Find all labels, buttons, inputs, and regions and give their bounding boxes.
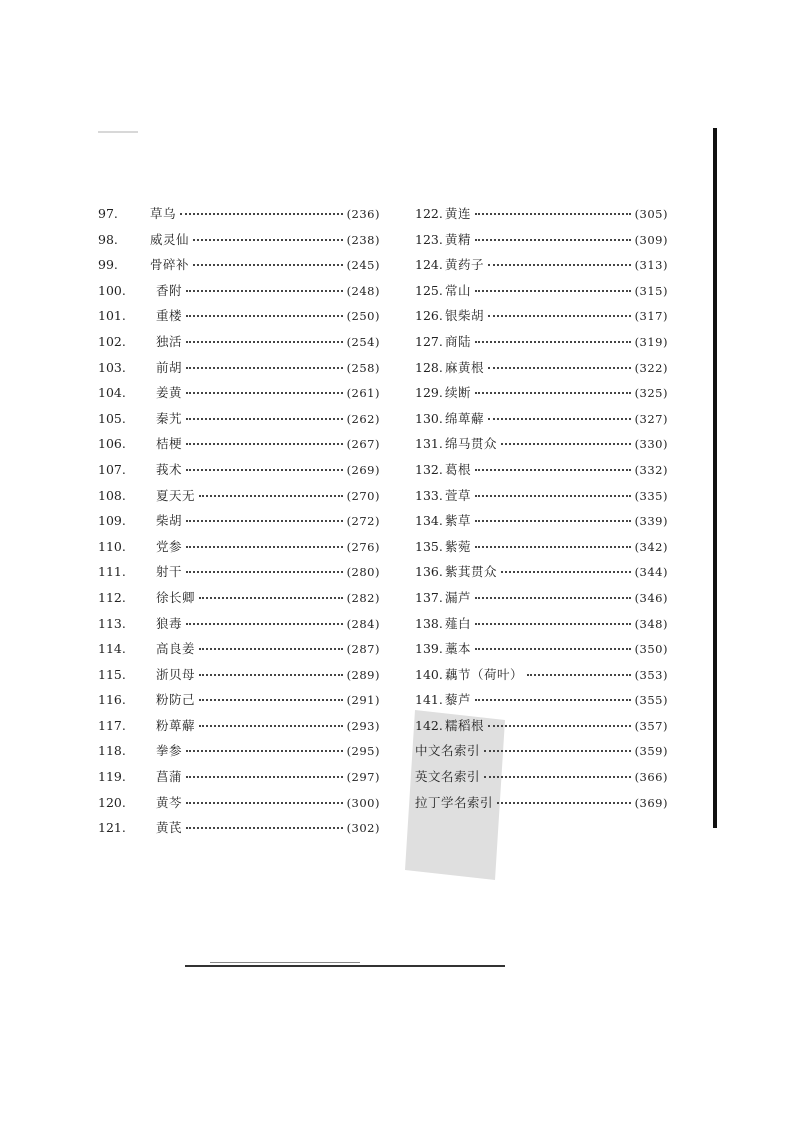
dot-leader [475, 546, 631, 548]
toc-entry[interactable] [98, 534, 380, 560]
entry-page-number: (269) [346, 462, 380, 477]
dot-leader [199, 495, 343, 497]
entry-title: 秦艽 [156, 410, 183, 426]
toc-entry[interactable] [415, 738, 668, 764]
entry-title: 夏天无 [156, 487, 196, 503]
entry-title: 莪术 [156, 461, 183, 477]
entry-page-number: (280) [346, 565, 380, 580]
entry-number: 123. [415, 231, 443, 247]
dot-leader [186, 750, 343, 752]
entry-page-number: (272) [346, 514, 380, 529]
entry-title: 拉丁学名索引 [415, 794, 494, 810]
dot-leader [527, 674, 631, 676]
toc-entry[interactable] [98, 252, 380, 278]
dot-leader [475, 213, 631, 215]
entry-title: 黄药子 [445, 257, 485, 273]
toc-entry[interactable] [98, 278, 380, 304]
toc-entry[interactable] [415, 431, 668, 457]
toc-entry[interactable] [98, 585, 380, 611]
entry-page-number: (284) [346, 616, 380, 631]
bottom-rule [185, 965, 505, 967]
entry-page-number: (350) [634, 642, 668, 657]
toc-entry[interactable] [415, 585, 668, 611]
entry-page-number: (319) [634, 334, 668, 349]
entry-title: 柴胡 [156, 513, 183, 529]
entry-number: 106. [98, 436, 126, 452]
entry-title: 续断 [445, 385, 472, 401]
entry-number: 141. [415, 692, 443, 708]
scan-mark [98, 131, 138, 133]
toc-entry[interactable] [98, 483, 380, 509]
entry-title: 骨碎补 [150, 257, 190, 273]
entry-page-number: (342) [634, 539, 668, 554]
bottom-rule-thin [210, 962, 360, 963]
toc-entry[interactable] [415, 278, 668, 304]
entry-page-number: (317) [634, 309, 668, 324]
entry-page-number: (344) [634, 565, 668, 580]
entry-title: 麻黄根 [445, 359, 485, 375]
entry-title: 紫萁贯众 [445, 564, 498, 580]
toc-entry[interactable] [415, 355, 668, 381]
entry-number: 99. [98, 257, 118, 273]
entry-number: 114. [98, 641, 126, 657]
toc-entry[interactable] [98, 457, 380, 483]
dot-leader [186, 520, 343, 522]
toc-entry[interactable] [415, 534, 668, 560]
entry-number: 104. [98, 385, 126, 401]
entry-title: 射干 [156, 564, 183, 580]
dot-leader [186, 546, 343, 548]
entry-title: 草乌 [150, 206, 177, 221]
entry-page-number: (353) [634, 667, 668, 682]
entry-page-number: (315) [634, 283, 668, 298]
entry-title: 葛根 [445, 461, 472, 477]
entry-number: 135. [415, 538, 443, 554]
entry-title: 桔梗 [156, 436, 183, 452]
dot-leader [488, 418, 631, 420]
dot-leader [475, 392, 631, 394]
toc-entry[interactable] [415, 457, 668, 483]
toc-entry[interactable] [98, 662, 380, 688]
entry-number: 97. [98, 206, 118, 221]
entry-title: 黄芩 [156, 794, 183, 810]
toc-entry[interactable] [415, 764, 668, 790]
dot-leader [193, 264, 343, 266]
entry-number: 98. [98, 231, 118, 247]
entry-number: 115. [98, 666, 126, 682]
entry-title: 英文名索引 [415, 769, 481, 785]
dot-leader [186, 469, 343, 471]
entry-page-number: (250) [346, 309, 380, 324]
entry-title: 萱草 [445, 487, 472, 503]
toc-entry[interactable] [98, 508, 380, 534]
toc-entry[interactable] [98, 201, 380, 227]
entry-number: 134. [415, 513, 443, 529]
toc-entry[interactable] [98, 227, 380, 253]
entry-number: 131. [415, 436, 443, 452]
dot-leader [186, 418, 343, 420]
dot-leader [199, 674, 343, 676]
entry-number: 138. [415, 615, 443, 631]
toc-entry[interactable] [415, 406, 668, 432]
entry-page-number: (355) [634, 693, 668, 708]
entry-page-number: (236) [346, 207, 380, 221]
toc-entry[interactable] [415, 636, 668, 662]
toc-entry[interactable] [98, 687, 380, 713]
entry-title: 黄芪 [156, 820, 183, 836]
entry-number: 101. [98, 308, 126, 324]
toc-entry[interactable] [415, 508, 668, 534]
entry-number: 121. [98, 820, 126, 836]
entry-number: 107. [98, 461, 126, 477]
toc-right-column [415, 201, 668, 815]
entry-title: 菖蒲 [156, 769, 183, 785]
entry-number: 116. [98, 692, 126, 708]
entry-page-number: (313) [634, 258, 668, 273]
entry-number: 118. [98, 743, 126, 759]
entry-number: 137. [415, 589, 443, 605]
entry-page-number: (238) [346, 232, 380, 247]
entry-page-number: (293) [346, 718, 380, 733]
entry-page-number: (289) [346, 667, 380, 682]
entry-number: 113. [98, 615, 126, 631]
dot-leader [501, 443, 631, 445]
entry-page-number: (309) [634, 232, 668, 247]
entry-title: 黄精 [445, 231, 472, 247]
entry-number: 133. [415, 487, 443, 503]
dot-leader [488, 367, 631, 369]
dot-leader [186, 315, 343, 317]
entry-number: 111. [98, 564, 126, 580]
entry-number: 129. [415, 385, 443, 401]
entry-page-number: (245) [346, 258, 380, 273]
entry-title: 藕节（荷叶） [445, 666, 524, 682]
entry-title: 紫菀 [445, 538, 472, 554]
entry-page-number: (366) [634, 770, 668, 785]
dot-leader [180, 213, 343, 215]
entry-page-number: (325) [634, 386, 668, 401]
entry-page-number: (305) [634, 207, 668, 221]
toc-entry[interactable] [415, 329, 668, 355]
dot-leader [475, 520, 631, 522]
entry-title: 中文名索引 [415, 743, 481, 759]
dot-leader [488, 264, 631, 266]
entry-title: 藜芦 [445, 692, 472, 708]
entry-page-number: (258) [346, 360, 380, 375]
dot-leader [186, 290, 343, 292]
entry-number: 130. [415, 410, 443, 426]
dot-leader [186, 827, 343, 829]
entry-title: 重楼 [156, 308, 183, 324]
dot-leader [186, 341, 343, 343]
entry-page-number: (262) [346, 411, 380, 426]
toc-entry[interactable] [98, 380, 380, 406]
entry-number: 142. [415, 717, 443, 733]
entry-page-number: (302) [346, 821, 380, 836]
dot-leader [475, 699, 631, 701]
entry-number: 132. [415, 461, 443, 477]
entry-title: 银柴胡 [445, 308, 485, 324]
toc-entry[interactable] [415, 611, 668, 637]
entry-title: 黄连 [445, 206, 472, 221]
toc-entry[interactable] [98, 815, 380, 841]
toc-entry[interactable] [415, 227, 668, 253]
entry-number: 125. [415, 282, 443, 298]
dot-leader [475, 341, 631, 343]
toc-entry[interactable] [98, 355, 380, 381]
entry-title: 薤白 [445, 615, 472, 631]
entry-page-number: (291) [346, 693, 380, 708]
entry-page-number: (348) [634, 616, 668, 631]
toc-entry[interactable] [98, 329, 380, 355]
entry-page-number: (357) [634, 718, 668, 733]
entry-page-number: (267) [346, 437, 380, 452]
dot-leader [475, 239, 631, 241]
entry-title: 拳参 [156, 743, 183, 759]
toc-entry[interactable] [415, 559, 668, 585]
entry-number: 100. [98, 282, 126, 298]
dot-leader [186, 443, 343, 445]
entry-number: 103. [98, 359, 126, 375]
entry-page-number: (297) [346, 770, 380, 785]
entry-title: 浙贝母 [156, 666, 196, 682]
entry-title: 独活 [156, 333, 183, 349]
entry-page-number: (369) [634, 795, 668, 810]
entry-number: 112. [98, 589, 126, 605]
toc-entry[interactable] [415, 201, 668, 227]
dot-leader [193, 239, 343, 241]
entry-number: 127. [415, 333, 443, 349]
toc-entry[interactable] [98, 559, 380, 585]
dot-leader [497, 802, 631, 804]
entry-title: 前胡 [156, 359, 183, 375]
entry-title: 粉萆薢 [156, 717, 196, 733]
entry-number: 105. [98, 410, 126, 426]
toc-entry[interactable] [415, 303, 668, 329]
dot-leader [475, 495, 631, 497]
toc-entry[interactable] [415, 380, 668, 406]
dot-leader [186, 776, 343, 778]
dot-leader [484, 750, 631, 752]
toc-entry[interactable] [415, 790, 668, 816]
entry-title: 绵萆薢 [445, 410, 485, 426]
entry-page-number: (327) [634, 411, 668, 426]
entry-number: 139. [415, 641, 443, 657]
dot-leader [186, 571, 343, 573]
entry-number: 124. [415, 257, 443, 273]
entry-number: 119. [98, 769, 126, 785]
entry-title: 高良姜 [156, 641, 196, 657]
toc-entry[interactable] [98, 713, 380, 739]
dot-leader [199, 725, 343, 727]
entry-page-number: (254) [346, 334, 380, 349]
dot-leader [475, 597, 631, 599]
entry-page-number: (330) [634, 437, 668, 452]
entry-title: 常山 [445, 282, 472, 298]
entry-title: 姜黄 [156, 385, 183, 401]
toc-entry[interactable] [98, 764, 380, 790]
entry-number: 108. [98, 487, 126, 503]
entry-title: 绵马贯众 [445, 436, 498, 452]
entry-title: 紫草 [445, 513, 472, 529]
toc-entry[interactable] [415, 483, 668, 509]
toc-entry[interactable] [415, 713, 668, 739]
toc-entry[interactable] [98, 738, 380, 764]
entry-title: 糯稻根 [445, 717, 485, 733]
entry-page-number: (339) [634, 514, 668, 529]
toc-entry[interactable] [98, 303, 380, 329]
entry-number: 110. [98, 538, 126, 554]
entry-title: 徐长卿 [156, 589, 196, 605]
entry-page-number: (322) [634, 360, 668, 375]
entry-number: 102. [98, 333, 126, 349]
entry-page-number: (346) [634, 590, 668, 605]
toc-entry[interactable] [98, 406, 380, 432]
toc-entry[interactable] [415, 662, 668, 688]
entry-number: 140. [415, 666, 443, 682]
dot-leader [501, 571, 631, 573]
entry-number: 128. [415, 359, 443, 375]
entry-page-number: (295) [346, 744, 380, 759]
entry-title: 藁本 [445, 641, 472, 657]
entry-page-number: (282) [346, 590, 380, 605]
entry-number: 117. [98, 717, 126, 733]
dot-leader [488, 315, 631, 317]
entry-title: 粉防己 [156, 692, 196, 708]
entry-title: 香附 [156, 282, 183, 298]
entry-number: 120. [98, 794, 126, 810]
dot-leader [475, 648, 631, 650]
dot-leader [488, 725, 631, 727]
dot-leader [186, 392, 343, 394]
toc-left-column [98, 201, 380, 841]
dot-leader [199, 597, 343, 599]
entry-title: 党参 [156, 538, 183, 554]
scan-edge-bar [713, 128, 717, 828]
dot-leader [186, 623, 343, 625]
entry-title: 狼毒 [156, 615, 183, 631]
entry-page-number: (287) [346, 642, 380, 657]
dot-leader [199, 648, 343, 650]
entry-number: 126. [415, 308, 443, 324]
dot-leader [186, 802, 343, 804]
toc-entry[interactable] [98, 431, 380, 457]
entry-page-number: (332) [634, 462, 668, 477]
toc-entry[interactable] [98, 636, 380, 662]
toc-entry[interactable] [98, 611, 380, 637]
entry-title: 威灵仙 [150, 231, 190, 247]
entry-page-number: (300) [346, 795, 380, 810]
entry-page-number: (270) [346, 488, 380, 503]
entry-title: 商陆 [445, 333, 472, 349]
toc-entry[interactable] [98, 790, 380, 816]
entry-number: 109. [98, 513, 126, 529]
dot-leader [186, 367, 343, 369]
toc-entry[interactable] [415, 687, 668, 713]
dot-leader [475, 290, 631, 292]
dot-leader [475, 469, 631, 471]
toc-entry[interactable] [415, 252, 668, 278]
entry-page-number: (335) [634, 488, 668, 503]
entry-number: 122. [415, 206, 443, 221]
dot-leader [199, 699, 343, 701]
entry-page-number: (248) [346, 283, 380, 298]
entry-page-number: (359) [634, 744, 668, 759]
entry-title: 漏芦 [445, 589, 472, 605]
dot-leader [484, 776, 631, 778]
entry-number: 136. [415, 564, 443, 580]
entry-page-number: (261) [346, 386, 380, 401]
dot-leader [475, 623, 631, 625]
entry-page-number: (276) [346, 539, 380, 554]
